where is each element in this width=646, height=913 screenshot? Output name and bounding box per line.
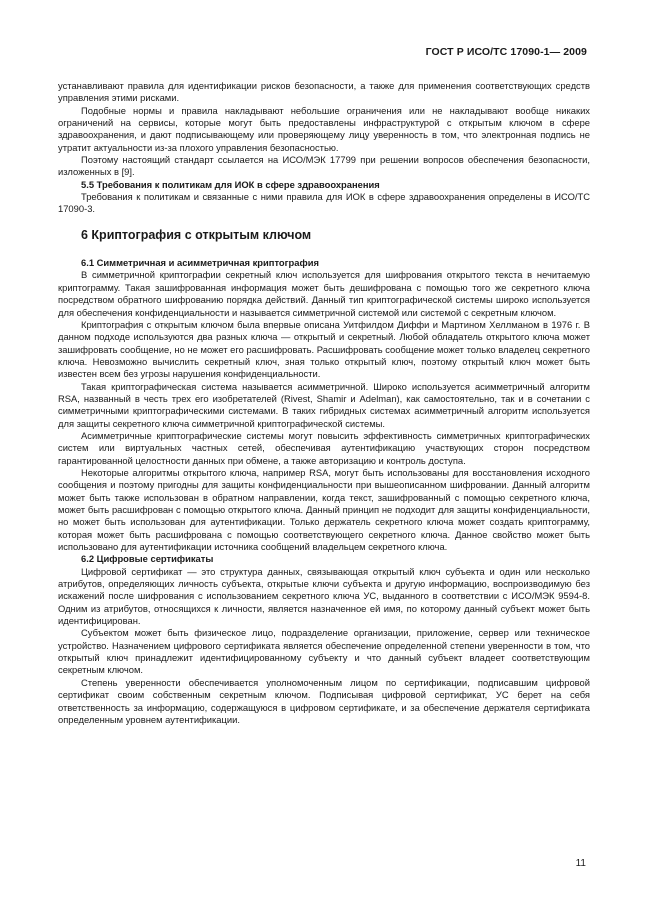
paragraph: Цифровой сертификат — это структура данных, связывающая открытый ключ субъекта и один или несколько атрибутов, определяющих личность субъекта, открытые ключи субъекта и другую информацию, воспроизводимую без искажений после шифрования с использованием секретного ключа УС, выданного в соответствии с ИСО/МЭК 9594-8. Одним из атрибутов, относящихся к личности, является назначенное ей имя, по которому данный субъект может быть идентифицирован. xyxy=(58,565,590,627)
paragraph: Подобные нормы и правила накладывают небольшие ограничения или не накладывают вообще никаких ограничений на сервисы, которые могут быть предоставлены инфраструктурой с открытым ключом в сфере здравоохранения, и дают подписывающему или проверяющему лицу уверенность в том, что электронная подпись не утратит актуальности из-за плохого управления безопасностью. xyxy=(58,104,590,153)
section-heading-6: 6 Криптография с открытым ключом xyxy=(81,227,312,242)
paragraph: Некоторые алгоритмы открытого ключа, например RSA, могут быть использованы для восстановления исходного сообщения и поэтому пригодны для защиты конфиденциальности при вышеописанном шифровании. Данный алгоритм может быть также использован в обратном направлении, когда текст, зашифрованный с помощью секретного ключа, может быть расшифрован с помощью открытого ключа. Данный принцип не подходит для защиты конфиденциальности, но может быть использован для аутентификации. Только держатель секретного ключа может создать криптограмму, которая может быть расшифрована с помощью соответствующего секретного ключа. Данное свойство может быть использовано для аутентификации источника сообщений владельцем секретного ключа. xyxy=(58,466,590,553)
paragraph: Криптография с открытым ключом была впервые описана Уитфилдом Диффи и Мартином Хеллманом в 1976 г. В данном подходе используются два разных ключа — открытый и секретный. Любой обладатель открытого ключа может зашифровать сообщение, но не может его расшифровать. Расшифровать сообщение может только владелец секретного ключа. Невозможно вычислить секретный ключ, зная только открытый ключ, поэтому открытый ключ может быть известен всем без угрозы нарушения конфиденциальности. xyxy=(58,318,590,380)
paragraph: В симметричной криптографии секретный ключ используется для шифрования открытого текста в нечитаемую криптограмму. Такая зашифрованная информация может быть дешифрована с помощью того же секретного ключа посредством обратного шифрованию порядка действий. Данный тип криптографической системы широко используется для обеспечения конфиденциальности и называется симметричной системой или системой с секретным ключом. xyxy=(58,269,590,318)
paragraph: Требования к политикам и связанные с ними правила для ИОК в сфере здравоохранения определены в ИСО/ТС 17090-3. xyxy=(58,191,590,215)
section-heading-6-2: 6.2 Цифровые сертификаты xyxy=(81,553,214,565)
document-header: ГОСТ Р ИСО/ТС 17090-1— 2009 xyxy=(425,46,587,58)
document-body xyxy=(58,80,590,726)
section-heading-5-5: 5.5 Требования к политикам для ИОК в сфере здравоохранения xyxy=(81,178,380,190)
section-heading-6-1: 6.1 Симметричная и асимметричная криптография xyxy=(81,257,319,269)
paragraph: Асимметричные криптографические системы могут повысить эффективность симметричных криптографических систем или виртуальных частных сетей, обеспечивая аутентификацию участвующих сторон посредством гарантированной целостности данных при обмене, а также авторизацию и контроль доступа. xyxy=(58,429,590,466)
paragraph: Субъектом может быть физическое лицо, подразделение организации, приложение, сервер или техническое устройство. Назначением цифрового сертификата является обеспечение определенной степени уверенности в том, что открытый ключ принадлежит идентифицированному субъекту и что данный субъект владеет соответствующим секретным ключом. xyxy=(58,627,590,676)
paragraph: Степень уверенности обеспечивается уполномоченным лицом по сертификации, подписавшим цифровой сертификат своим собственным секретным ключом. Подписывая цифровой сертификат, УС берет на себя ответственность за информацию, содержащуюся в цифровом сертификате, и за обеспечение держателя сертификата определенным уровнем аутентификации. xyxy=(58,676,590,725)
paragraph: Такая криптографическая система называется асимметричной. Широко используется асимметричный алгоритм RSA, названный в честь трех его изобретателей (Rivest, Shamir и Adelman), как самостоятельно, так и в сочетании с симметричными криптографическими системами. В таких гибридных системах асимметричный алгоритм используется для защиты секретного ключа симметричной криптографической системы. xyxy=(58,380,590,429)
paragraph: Поэтому настоящий стандарт ссылается на ИСО/МЭК 17799 при решении вопросов обеспечения безопасности, изложенных в [9]. xyxy=(58,154,590,178)
paragraph: устанавливают правила для идентификации рисков безопасности, а также для применения соответствующих средств управления этими рисками. xyxy=(58,80,590,104)
page-number: 11 xyxy=(575,858,586,869)
